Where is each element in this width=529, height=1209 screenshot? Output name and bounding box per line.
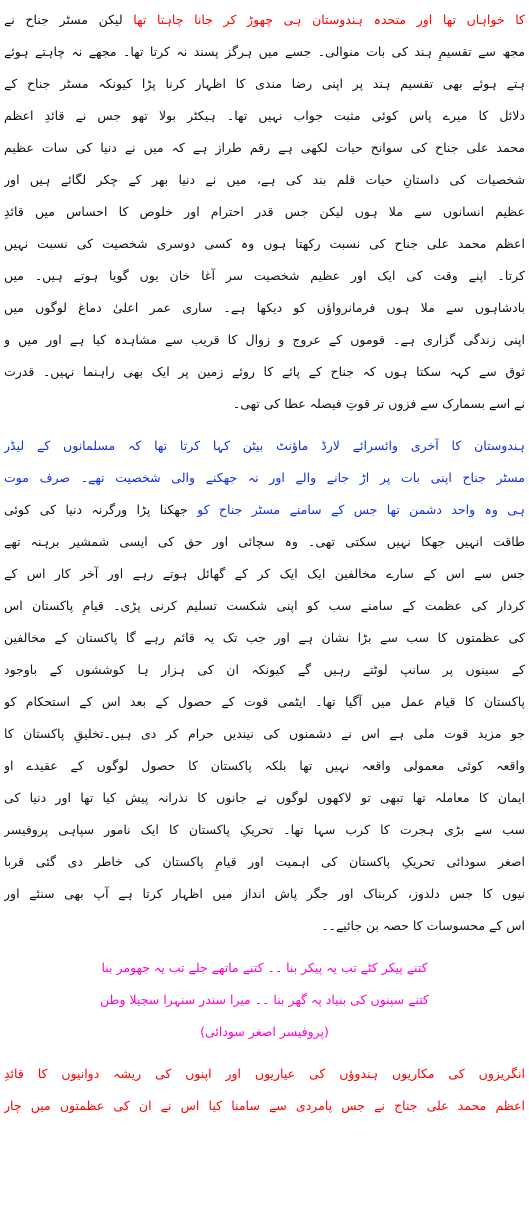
black-segment: جھکنا پڑا ورگرنہ دنیا کی کوئی xyxy=(4,502,198,517)
text-line-1 xyxy=(4,4,525,36)
text-line: دلائل کا میرے پاس کوئی مثبت جواب نہیں تھا۔ ہیکٹر بولا تھو جس نے قائدِ اعظم xyxy=(4,108,525,123)
poem-line: کتنے پیکر کٹے تب یہ پیکر بنا ۔۔ کتنے ماتھے جلے تب یہ جھومر بنا xyxy=(101,960,428,975)
text-line: طاقت انہیں جھکا نہیں سکتی تھی۔ وہ سچائی اور حق کی ایسی شمشیر برہنہ تھے xyxy=(4,534,525,549)
text-line: کردار کی عظمت کے سامنے سب کو اپنی شکست تسلیم کرنی پڑی۔ قیامِ پاکستان اس xyxy=(4,598,525,613)
text-line: جو مزید قوت ملی ہے اس نے دشمنوں کی نیندیں حرام کر دی ہیں۔تخلیقِ پاکستان کا xyxy=(4,726,525,741)
text-line: ہتے ہوئے بھی تقسیم ہند پر اپنی رضا مندی کا اظہار کرنا پڑا کیونکہ مسٹر جناح کے xyxy=(4,76,525,91)
poem-line: کتنے سپنوں کی بنیاد پہ گھر بنا ۔۔ میرا سندر سنہرا سجیلا وطن xyxy=(100,992,429,1007)
text-line: محمد علی جناح کی سوانح حیات لکھی ہے رقم طراز ہے کہ میں نے دنیا کی سات عظیم xyxy=(4,140,525,155)
text-line: کرتا۔ اپنے وقت کی ایک اور عظیم شخصیت سر آغا خان یوں گویا ہوتے ہیں۔ میں xyxy=(4,268,525,283)
text-line: سب سے بڑی ہجرت کا کرب سہا تھا۔ تحریکِ پاکستان کا ایک نامور سپاہی پروفیسر xyxy=(4,822,525,837)
text-line: اس کے محسوسات کا حصہ بن جائیے۔۔ xyxy=(321,918,525,933)
text-line: نیوں کا جس دلدوز، کربناک اور جگر پاش انداز میں اظہار کرتا ہے آپ بھی سنئے اور xyxy=(4,886,525,901)
blue-text-line: مسٹر جناح اپنی بات پر اڑ جانے والے اور نہ جھکنے والی شخصیت تھے۔ صرف موت xyxy=(4,470,525,485)
red-text-line: انگریزوں کی مکاریوں ہندوؤں کی عیاریوں اور اپنوں کی ریشہ دوانیوں کا قائدِ xyxy=(4,1066,525,1081)
text-line: اپنی زندگی گزاری ہے۔ قوموں کے عروج و زوال کا قریب سے مشاہدہ کیا ہے اور میں و xyxy=(4,332,525,347)
text-line: شخصیات کی داستانِ حیات قلم بند کی ہے، میں نے دنیا بھر کے چکر لگائے ہیں اور xyxy=(4,172,525,187)
red-intro-text: کا خواہاں تھا اور متحدہ ہندوستان ہی چھوڑ کر جانا چاہتا تھا xyxy=(133,12,525,27)
text-line: کی عظمتوں کا سب سے بڑا نشان ہے اور جب تک یہ قائم رہے گا پاکستان کے مخالفین xyxy=(4,630,525,645)
text-line: واقعہ کوئی معمولی واقعہ نہیں تھا بلکہ پاکستان کا حصول لوگوں کے عقیدے او xyxy=(4,758,525,773)
text-line: اصغر سودائی تحریکِ پاکستان کی اہمیت اور قیامِ پاکستان کی خاطر دی گئی قربا xyxy=(4,854,525,869)
text-line: کے سینوں پر سانپ لوٹتے رہیں گے کیونکہ ان کی ہزار ہا کوششوں کے باوجود xyxy=(4,662,525,677)
text-line: ایمان کا معاملہ تھا تبھی تو لاکھوں لوگوں نے جانوں کا نذرانہ پیش کیا تھا اور دنیا کی xyxy=(4,790,525,805)
intro-tail-text: لیکن مسٹر جناح نے xyxy=(4,12,134,27)
text-line: بادشاہوں سے ملا ہوں فرمانرواؤں کو دیکھا ہے۔ ساری عمر اعلیٰ دماغ لوگوں میں xyxy=(4,300,525,315)
text-line: پاکستان کا قیام عمل میں آگیا تھا۔ ایٹمی قوت کے حصول کے بعد اس کے استحکام کو xyxy=(4,694,525,709)
text-line: عظیم انسانوں سے ملا ہوں لیکن جس قدر احترام اور خلوص کا احساس میں قائدِ xyxy=(4,204,525,219)
text-line: جس سے اس کے سارے مخالفین ایک ایک کر کے گھائل ہوتے رہے اور آخر کار اس کے xyxy=(4,566,525,581)
poem-attribution: (پروفیسر اصغر سودائی) xyxy=(200,1024,329,1039)
blue-text-line: ہندوستان کا آخری وائسرائے لارڈ ماؤنٹ بیٹن کہا کرتا تھا کہ مسلمانوں کے لیڈر xyxy=(4,438,525,453)
text-line: ثوق سے کہہ سکتا ہوں کہ جناح کے پائے کا روئے زمین پر ایک بھی راہنما نہیں۔ قدرت xyxy=(4,364,525,379)
blue-segment: ہی وہ واحد دشمن تھا جس کے سامنے مسٹر جناح کو xyxy=(197,502,525,517)
text-line: مجھ سے تقسیمِ ہند کی بات منوالی۔ جسے میں ہرگز پسند نہ کرتا تھا۔ مجھے نہ چاہتے ہوئے xyxy=(4,44,525,59)
text-line-mixed xyxy=(4,494,525,526)
text-line: اعظم محمد علی جناح کی نسبت رکھتا ہوں وہ کسی دوسری شخصیت کی نسبت نہیں xyxy=(4,236,525,251)
red-text-line: اعظم محمد علی جناح نے جس پامردی سے سامنا کیا اس نے ان کی عظمتوں میں چار xyxy=(4,1098,525,1113)
text-line: نے اسے بسمارک سے فزوں تر قوتِ فیصلہ عطا کی تھی۔ xyxy=(232,396,525,411)
